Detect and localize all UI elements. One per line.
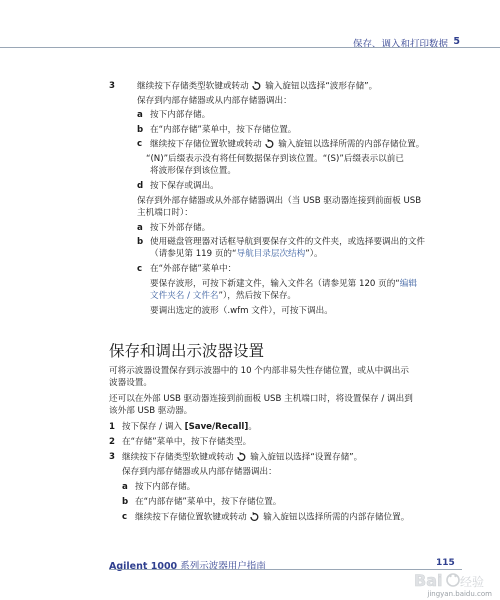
- substep-text: 在“外部存储”菜单中：: [150, 264, 237, 274]
- text-segment: ”）。: [305, 249, 323, 259]
- paragraph-line: 可将示波器设置保存到示波器中的 10 个内部非易失性存储位置，或从中调出示: [109, 366, 409, 376]
- step-number: 2: [109, 437, 115, 447]
- step-text-b: 输入旋钮以选择“设置存储”。: [250, 452, 363, 463]
- substep-text-b: 输入旋钮以选择所需的内部存储位置。: [278, 139, 425, 150]
- step-text: [137, 81, 377, 93]
- header-title: 保存、调入和打印数据: [352, 39, 448, 50]
- external-intro: 保存到外部存储器或从外部存储器调出（当 USB 驱动器连接到前面板 USB: [137, 196, 422, 206]
- footer-page-number: 115: [436, 558, 455, 568]
- step-text: [122, 452, 362, 464]
- substep-text: 按下保存或调出。: [150, 181, 219, 191]
- rotate-knob-icon: [236, 452, 247, 462]
- note-line: “(N)”后缀表示没有将任何数据保存到该位置。“(S)”后缀表示以前已: [146, 154, 404, 164]
- substep-text-a: 继续按下存储位置软键或转动: [135, 512, 247, 523]
- header-rule: [0, 47, 500, 48]
- text-segment: 按下保存 / 调入: [122, 422, 185, 432]
- substep-label: c: [137, 139, 143, 149]
- svg-text:Bai: Bai: [414, 571, 443, 590]
- svg-text:经验: 经验: [460, 575, 485, 589]
- footer-doc-title: 系列示波器用户指南: [177, 561, 266, 572]
- substep-text: 在“内部存储”菜单中，按下存储位置。: [150, 125, 297, 135]
- substep-label: b: [137, 125, 144, 135]
- instruction-line: 要调出选定的波形（.wfm 文件），可按下调出。: [150, 306, 333, 316]
- step-text-a: 继续按下存储类型软键或转动: [122, 452, 234, 463]
- paragraph-line: 波器设置。: [109, 378, 152, 388]
- substep-label: d: [137, 181, 144, 191]
- substep-text: 按下内部存储。: [150, 110, 211, 120]
- text-segment: 。: [248, 422, 257, 432]
- step-text: [122, 422, 257, 433]
- cross-reference-link[interactable]: 编辑: [399, 279, 417, 289]
- paragraph-line: 还可以在外部 USB 驱动器连接到前面板 USB 主机端口时，将设置保存 / 调出到: [109, 394, 413, 404]
- instruction-line: [150, 279, 417, 290]
- internal-intro: 保存到内部存储器或从内部存储器调出：: [122, 467, 277, 477]
- watermark-url: jingyan.baidu.com: [427, 590, 492, 598]
- substep-text: [150, 249, 323, 260]
- rotate-knob-icon: [251, 81, 262, 91]
- substep-label: b: [122, 497, 129, 507]
- substep-label: a: [137, 110, 143, 120]
- step-number: 1: [109, 422, 115, 432]
- footer-brand: Agilent 1000: [109, 561, 178, 572]
- paragraph-line: 该外部 USB 驱动器。: [109, 406, 193, 416]
- substep-text: [135, 512, 409, 524]
- section-heading: 保存和调出示波器设置: [109, 342, 265, 360]
- internal-intro: 保存到内部存储器或从内部存储器调出：: [137, 96, 292, 106]
- substep-label: a: [122, 482, 128, 492]
- header-page-number: 5: [453, 36, 460, 47]
- text-segment: （请参见第 119 页的“: [150, 249, 237, 259]
- instruction-line: [150, 291, 296, 302]
- cross-reference-link[interactable]: 导航目录层次结构: [236, 249, 306, 259]
- step-text-b: 输入旋钮以选择“波形存储”。: [265, 81, 378, 92]
- note-line: 将波形保存到该位置。: [150, 166, 236, 176]
- text-segment: ”），然后按下保存。: [218, 291, 297, 301]
- key-name: [Save/Recall]: [184, 422, 249, 432]
- external-intro: 主机端口时）：: [137, 208, 193, 218]
- substep-text: [150, 139, 424, 151]
- rotate-knob-icon: [249, 512, 260, 522]
- text-segment: 要保存波形，可按下新建文件，输入文件名（请参见第 120 页的“: [150, 279, 400, 289]
- substep-text: 在“内部存储”菜单中，按下存储位置。: [135, 497, 282, 507]
- substep-text-b: 输入旋钮以选择所需的内部存储位置。: [263, 512, 410, 523]
- substep-label: b: [137, 237, 144, 247]
- substep-label: a: [137, 223, 143, 233]
- substep-label: c: [122, 512, 128, 522]
- step-number: 3: [109, 452, 115, 462]
- substep-text-a: 继续按下存储位置软键或转动: [150, 139, 262, 150]
- rotate-knob-icon: [264, 139, 275, 149]
- substep-label: c: [137, 264, 143, 274]
- substep-text: 按下外部存储。: [150, 223, 211, 233]
- step-number: 3: [109, 81, 115, 91]
- step-text: 在“存储”菜单中，按下存储类型。: [122, 437, 252, 447]
- step-text-a: 继续按下存储类型软键或转动: [137, 81, 249, 92]
- footer-rule: [109, 569, 462, 570]
- cross-reference-link[interactable]: 文件夹名 / 文件名: [150, 291, 219, 301]
- substep-text: 使用磁盘管理器对话框导航到要保存文件的文件夹，或选择要调出的文件: [150, 237, 426, 247]
- substep-text: 按下内部存储。: [135, 482, 196, 492]
